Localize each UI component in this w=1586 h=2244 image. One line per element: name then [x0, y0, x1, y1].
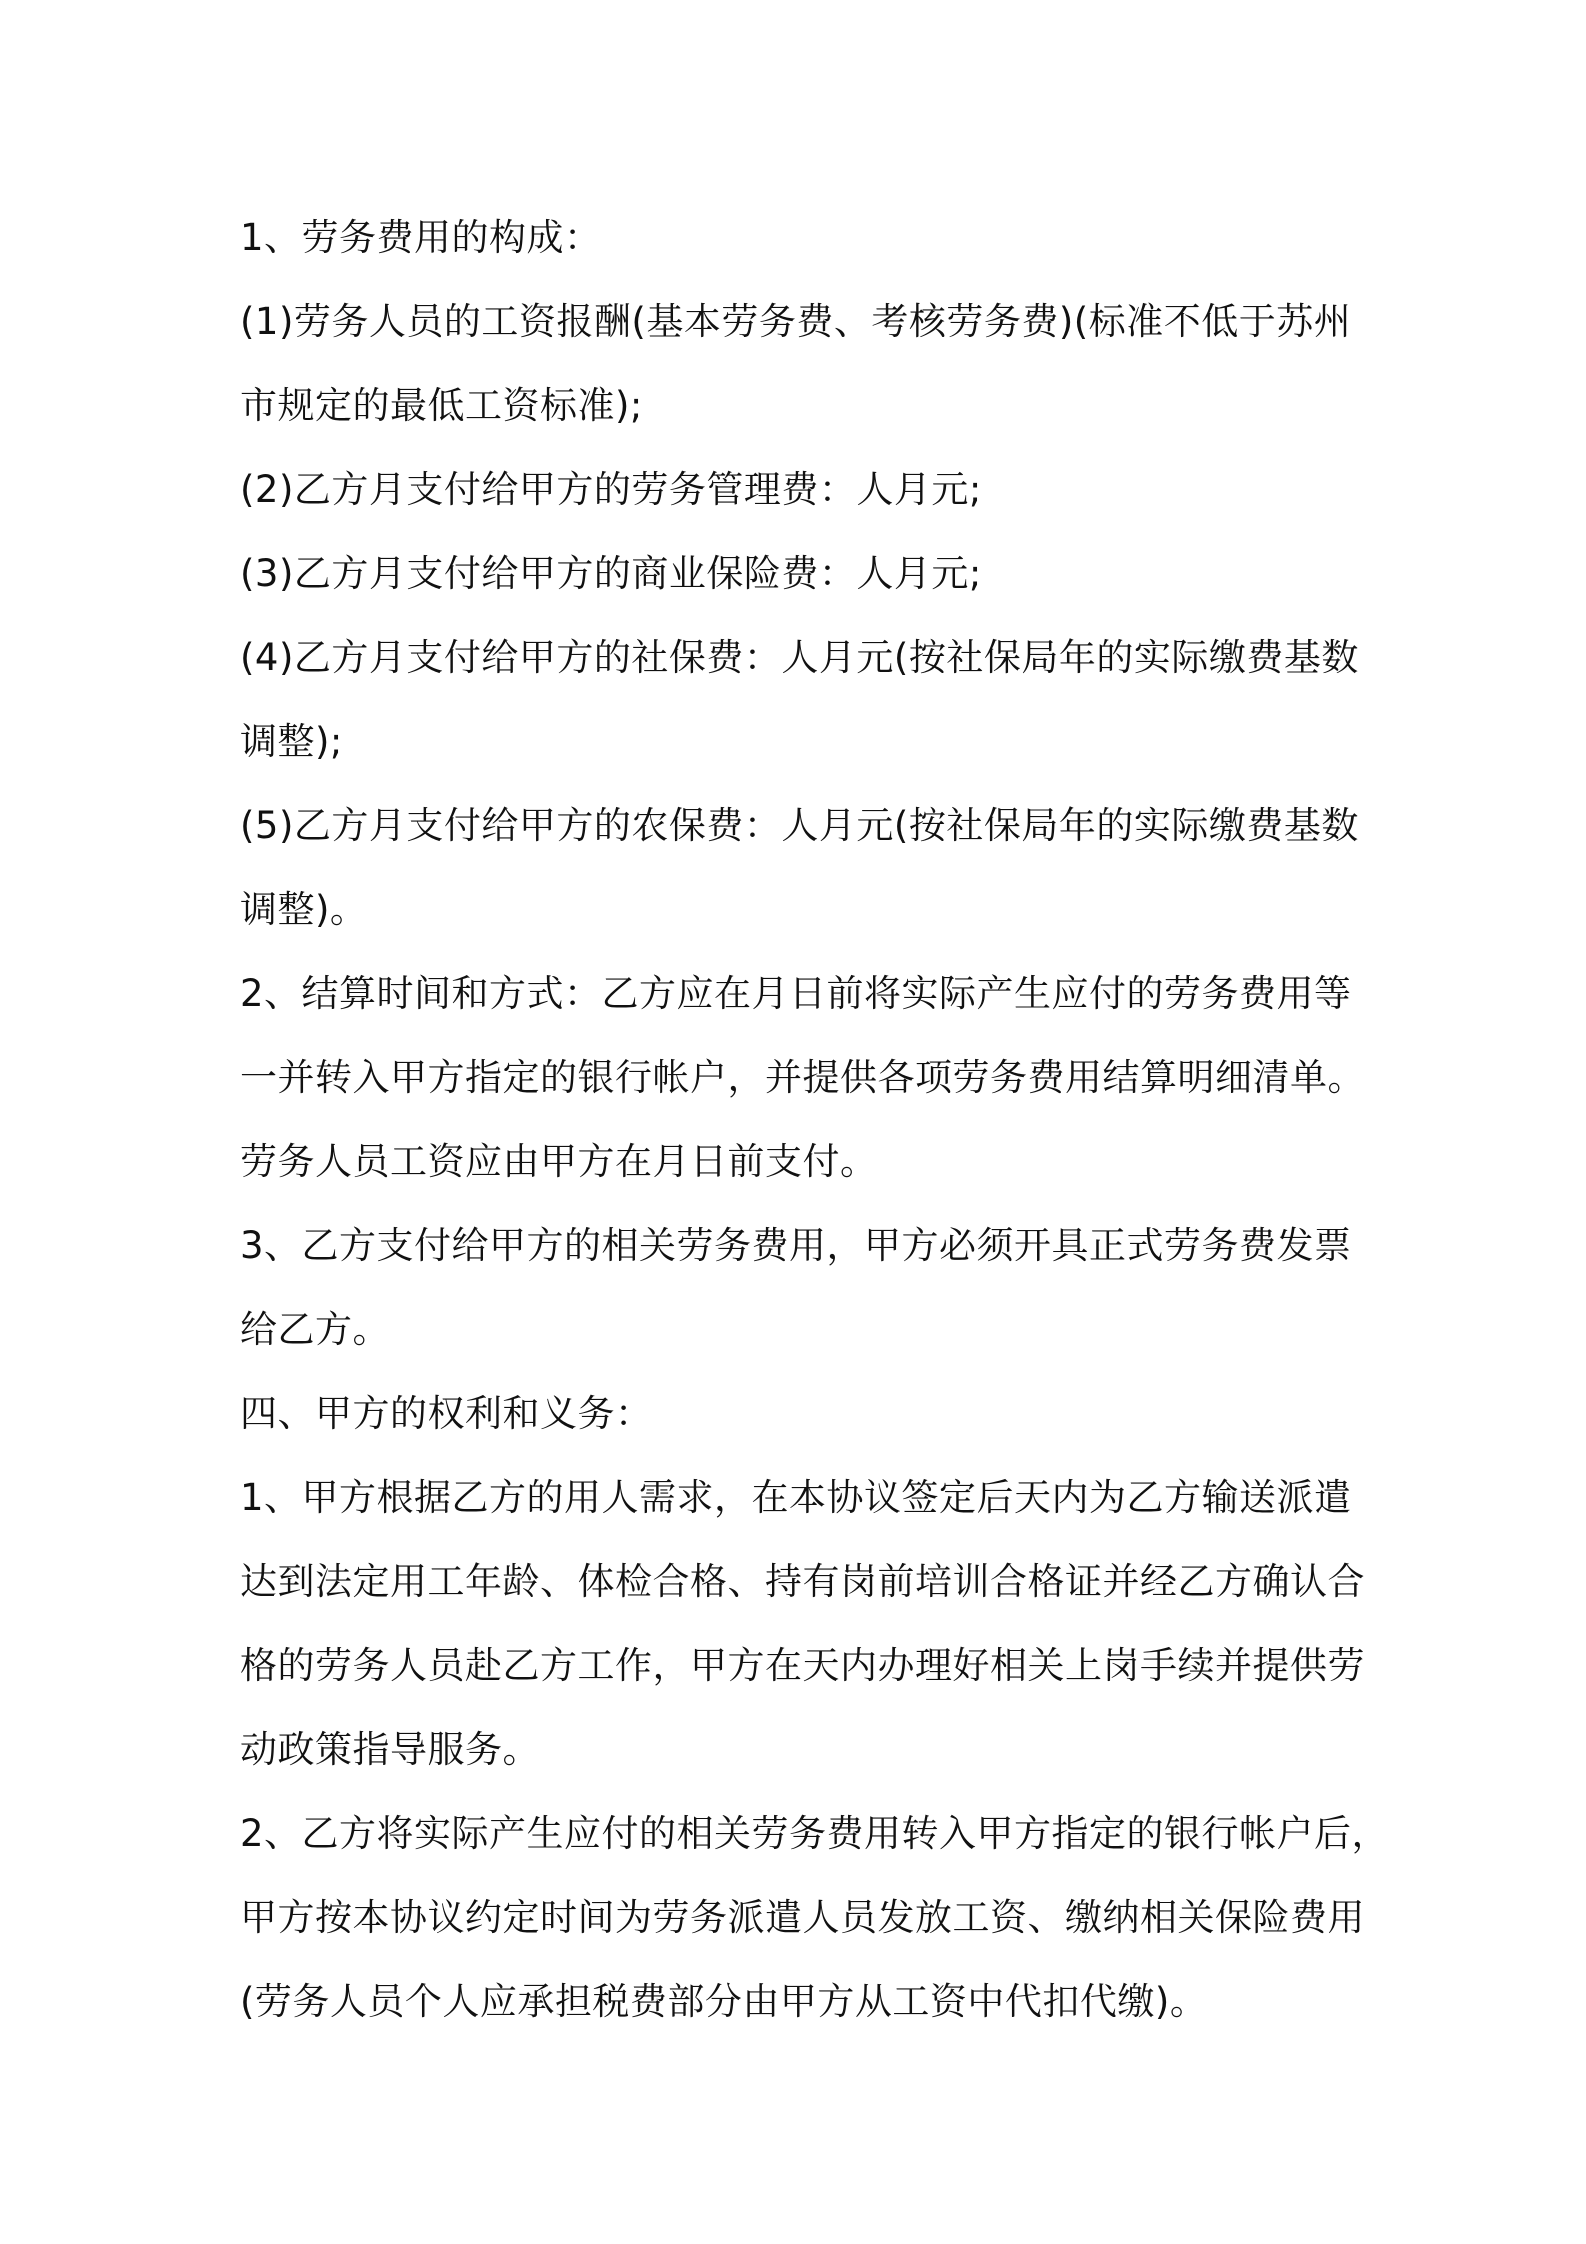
text-line: 2、乙方将实际产生应付的相关劳务费用转入甲方指定的银行帐户后， [240, 1812, 1390, 1855]
text-line: 1、甲方根据乙方的用人需求，在本协议签定后天内为乙方输送派遣 [240, 1476, 1352, 1519]
text-line: 格的劳务人员赴乙方工作，甲方在天内办理好相关上岗手续并提供劳 [240, 1644, 1365, 1687]
document-body [240, 196, 1390, 2044]
text-line: 甲方按本协议约定时间为劳务派遣人员发放工资、缴纳相关保险费用 [240, 1896, 1365, 1939]
text-line: 劳务人员工资应由甲方在月日前支付。 [240, 1140, 878, 1183]
text-line: 1、劳务费用的构成： [240, 216, 602, 259]
text-line: (4)乙方月支付给甲方的社保费：人月元(按社保局年的实际缴费基数 [240, 636, 1359, 679]
text-line: 四、甲方的权利和义务： [240, 1392, 653, 1435]
text-line: 达到法定用工年龄、体检合格、持有岗前培训合格证并经乙方确认合 [240, 1560, 1365, 1603]
text-line: 市规定的最低工资标准); [240, 384, 643, 427]
text-line: 调整); [240, 720, 343, 763]
text-line: 一并转入甲方指定的银行帐户，并提供各项劳务费用结算明细清单。 [240, 1056, 1365, 1099]
text-line: 调整)。 [240, 888, 368, 931]
text-line: 给乙方。 [240, 1308, 390, 1351]
text-line: (2)乙方月支付给甲方的劳务管理费：人月元; [240, 468, 982, 511]
text-line: (劳务人员个人应承担税费部分由甲方从工资中代扣代缴)。 [240, 1980, 1208, 2023]
text-line: 3、乙方支付给甲方的相关劳务费用，甲方必须开具正式劳务费发票 [240, 1224, 1352, 1267]
text-line: 2、结算时间和方式：乙方应在月日前将实际产生应付的劳务费用等 [240, 972, 1352, 1015]
text-line: (3)乙方月支付给甲方的商业保险费：人月元; [240, 552, 982, 595]
text-line: (5)乙方月支付给甲方的农保费：人月元(按社保局年的实际缴费基数 [240, 804, 1359, 847]
text-line: 动政策指导服务。 [240, 1728, 540, 1771]
text-line: (1)劳务人员的工资报酬(基本劳务费、考核劳务费)(标准不低于苏州 [240, 300, 1352, 343]
